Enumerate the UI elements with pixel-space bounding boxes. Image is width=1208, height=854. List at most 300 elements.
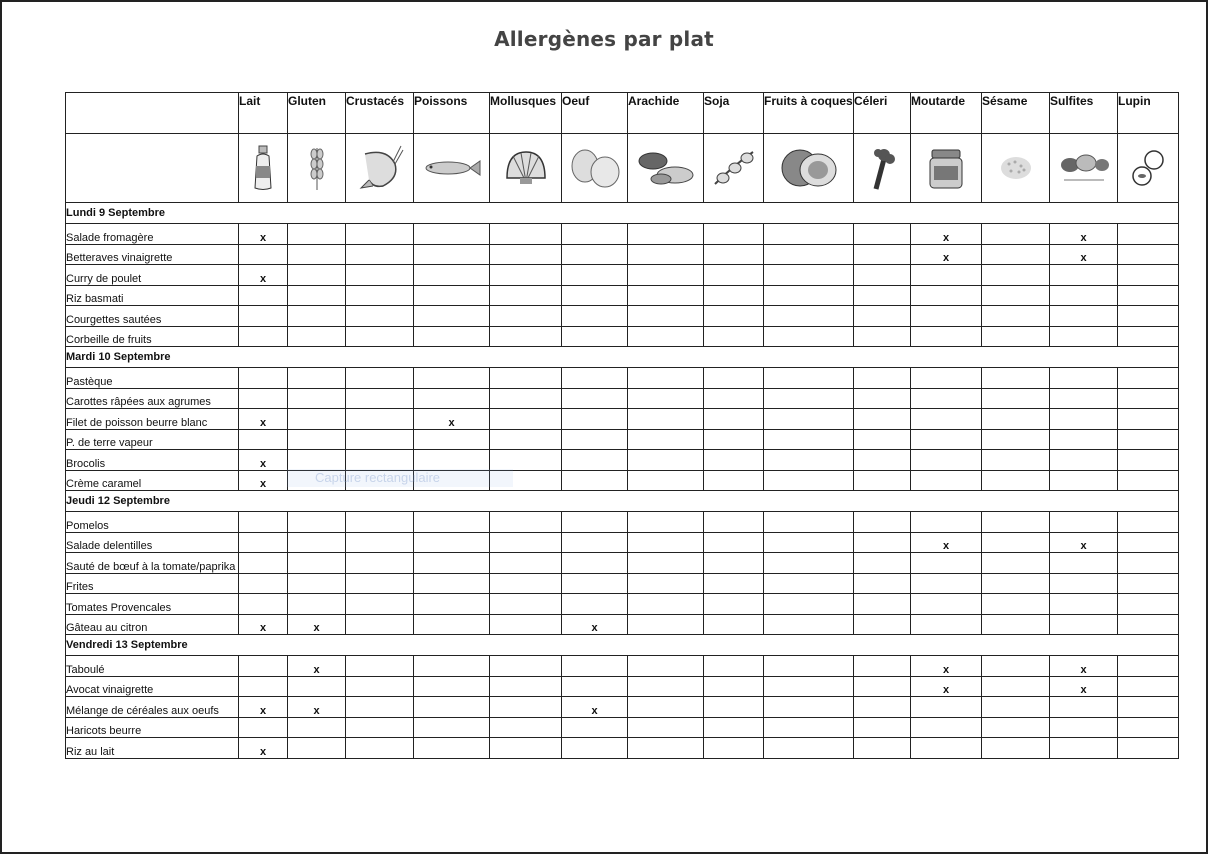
allergen-cell-empty	[562, 717, 628, 738]
allergen-cell-empty	[764, 368, 854, 389]
allergen-mark: x	[239, 224, 288, 245]
allergen-cell-empty	[346, 388, 414, 409]
allergen-cell-empty	[239, 368, 288, 389]
allergen-cell-empty	[854, 368, 911, 389]
allergen-cell-empty	[1118, 614, 1179, 635]
dish-row	[66, 244, 1179, 265]
allergen-cell-empty	[982, 265, 1050, 286]
allergen-cell-empty	[562, 306, 628, 327]
allergen-cell-empty	[562, 532, 628, 553]
allergen-cell-empty	[288, 512, 346, 533]
allergen-mark: x	[911, 244, 982, 265]
allergen-cell-empty	[911, 306, 982, 327]
allergen-cell-empty	[414, 717, 490, 738]
dish-row	[66, 368, 1179, 389]
allergen-cell-empty	[1050, 594, 1118, 615]
dish-row	[66, 573, 1179, 594]
allergen-cell-empty	[911, 614, 982, 635]
allergen-cell-empty	[346, 512, 414, 533]
allergen-cell-empty	[704, 717, 764, 738]
allergen-cell-empty	[854, 285, 911, 306]
day-header-row	[66, 635, 1179, 656]
allergen-cell-empty	[562, 553, 628, 574]
allergen-cell-empty	[562, 326, 628, 347]
allergen-cell-empty	[288, 388, 346, 409]
dish-name: Crème caramel	[66, 470, 239, 491]
allergen-header: Crustacés	[346, 93, 414, 134]
allergen-cell-empty	[628, 224, 704, 245]
dish-row	[66, 388, 1179, 409]
allergen-cell-empty	[414, 368, 490, 389]
allergen-cell-empty	[1050, 450, 1118, 471]
allergen-cell-empty	[346, 265, 414, 286]
allergen-cell-empty	[1118, 306, 1179, 327]
allergen-cell-empty	[562, 224, 628, 245]
allergen-cell-empty	[414, 676, 490, 697]
allergen-cell-empty	[562, 573, 628, 594]
allergen-cell-empty	[854, 614, 911, 635]
allergen-cell-empty	[288, 224, 346, 245]
allergen-cell-empty	[288, 594, 346, 615]
allergen-cell-empty	[764, 697, 854, 718]
sesame-icon	[999, 159, 1033, 176]
allergen-cell-empty	[982, 553, 1050, 574]
fish-icon	[422, 159, 482, 176]
allergen-cell-empty	[1118, 738, 1179, 759]
allergen-cell-empty	[764, 470, 854, 491]
allergen-header-row	[66, 93, 1179, 134]
allergen-cell-empty	[982, 450, 1050, 471]
allergen-cell-empty	[628, 676, 704, 697]
allergen-cell-empty	[346, 656, 414, 677]
allergen-cell-empty	[1118, 244, 1179, 265]
allergen-cell-empty	[854, 224, 911, 245]
allergen-cell-empty	[1050, 470, 1118, 491]
allergen-cell-empty	[628, 512, 704, 533]
allergen-cell-empty	[562, 676, 628, 697]
allergen-cell-empty	[239, 306, 288, 327]
allergen-cell-empty	[239, 553, 288, 574]
allergen-cell-empty	[764, 553, 854, 574]
allergen-cell-empty	[490, 594, 562, 615]
allergen-icon-cell	[854, 134, 911, 203]
allergen-cell-empty	[346, 368, 414, 389]
dish-column-header	[66, 93, 239, 134]
allergen-cell-empty	[854, 553, 911, 574]
allergen-cell-empty	[1118, 470, 1179, 491]
dish-row	[66, 532, 1179, 553]
allergen-cell-empty	[346, 306, 414, 327]
allergen-cell-empty	[854, 429, 911, 450]
allergen-cell-empty	[490, 573, 562, 594]
dish-name: Corbeille de fruits	[66, 326, 239, 347]
allergen-cell-empty	[982, 388, 1050, 409]
allergen-cell-empty	[562, 285, 628, 306]
dish-name: Betteraves vinaigrette	[66, 244, 239, 265]
allergen-cell-empty	[704, 244, 764, 265]
allergen-cell-empty	[982, 285, 1050, 306]
allergen-cell-empty	[490, 285, 562, 306]
allergen-cell-empty	[346, 285, 414, 306]
allergen-cell-empty	[490, 326, 562, 347]
allergen-cell-empty	[288, 532, 346, 553]
dish-name: Salade delentilles	[66, 532, 239, 553]
allergen-cell-empty	[414, 697, 490, 718]
dish-name: Sauté de bœuf à la tomate/paprika	[66, 553, 239, 574]
dish-name: Gâteau au citron	[66, 614, 239, 635]
allergen-cell-empty	[1050, 285, 1118, 306]
allergen-cell-empty	[982, 532, 1050, 553]
allergen-cell-empty	[911, 409, 982, 430]
allergen-cell-empty	[704, 306, 764, 327]
allergen-cell-empty	[490, 553, 562, 574]
dish-row	[66, 326, 1179, 347]
allergen-cell-empty	[562, 512, 628, 533]
allergen-icon-cell	[414, 134, 490, 203]
allergen-cell-empty	[1118, 429, 1179, 450]
allergen-cell-empty	[628, 614, 704, 635]
allergen-mark: x	[911, 676, 982, 697]
allergen-cell-empty	[704, 656, 764, 677]
dish-row	[66, 470, 1179, 491]
allergen-cell-empty	[854, 697, 911, 718]
allergen-cell-empty	[854, 717, 911, 738]
allergen-cell-empty	[1118, 573, 1179, 594]
allergen-header: Lupin	[1118, 93, 1179, 134]
allergen-cell-empty	[239, 326, 288, 347]
allergen-cell-empty	[414, 738, 490, 759]
allergen-cell-empty	[239, 512, 288, 533]
allergen-cell-empty	[490, 306, 562, 327]
dish-row	[66, 553, 1179, 574]
allergen-cell-empty	[490, 265, 562, 286]
allergen-cell-empty	[414, 614, 490, 635]
dish-row	[66, 697, 1179, 718]
allergen-cell-empty	[490, 532, 562, 553]
allergen-header: Fruits à coques	[764, 93, 854, 134]
allergen-cell-empty	[490, 368, 562, 389]
dish-name: Courgettes sautées	[66, 306, 239, 327]
allergen-cell-empty	[854, 409, 911, 430]
day-label: Lundi 9 Septembre	[66, 203, 1179, 224]
allergen-cell-empty	[346, 594, 414, 615]
allergen-cell-empty	[911, 573, 982, 594]
wheat-icon	[307, 159, 327, 176]
allergen-cell-empty	[628, 244, 704, 265]
dish-row	[66, 656, 1179, 677]
allergen-cell-empty	[414, 512, 490, 533]
lupin-icon	[1128, 159, 1168, 176]
allergen-cell-empty	[764, 388, 854, 409]
allergen-cell-empty	[562, 409, 628, 430]
dish-name: Haricots beurre	[66, 717, 239, 738]
allergen-cell-empty	[982, 429, 1050, 450]
allergen-cell-empty	[288, 738, 346, 759]
allergen-cell-empty	[490, 409, 562, 430]
allergen-cell-empty	[704, 224, 764, 245]
day-label: Vendredi 13 Septembre	[66, 635, 1179, 656]
allergen-mark: x	[239, 409, 288, 430]
allergen-cell-empty	[414, 594, 490, 615]
allergen-cell-empty	[288, 306, 346, 327]
allergen-cell-empty	[239, 676, 288, 697]
allergen-icon-cell	[490, 134, 562, 203]
allergen-mark: x	[288, 697, 346, 718]
allergen-cell-empty	[911, 265, 982, 286]
dish-row	[66, 450, 1179, 471]
allergen-cell-empty	[764, 676, 854, 697]
allergen-cell-empty	[911, 388, 982, 409]
allergen-cell-empty	[562, 450, 628, 471]
allergen-cell-empty	[982, 676, 1050, 697]
allergen-cell-empty	[490, 388, 562, 409]
allergen-cell-empty	[414, 450, 490, 471]
day-header-row	[66, 203, 1179, 224]
allergen-cell-empty	[1118, 388, 1179, 409]
allergen-cell-empty	[628, 285, 704, 306]
allergen-cell-empty	[288, 326, 346, 347]
allergen-cell-empty	[764, 450, 854, 471]
allergen-cell-empty	[346, 676, 414, 697]
allergen-cell-empty	[764, 594, 854, 615]
allergen-cell-empty	[239, 532, 288, 553]
allergen-cell-empty	[628, 306, 704, 327]
allergen-icon-cell	[1050, 134, 1118, 203]
allergen-cell-empty	[490, 429, 562, 450]
allergen-cell-empty	[490, 697, 562, 718]
allergen-header: Arachide	[628, 93, 704, 134]
allergen-cell-empty	[982, 594, 1050, 615]
allergen-cell-empty	[854, 532, 911, 553]
dish-name: Pomelos	[66, 512, 239, 533]
allergen-cell-empty	[346, 717, 414, 738]
allergen-cell-empty	[346, 450, 414, 471]
allergen-cell-empty	[628, 532, 704, 553]
dish-name: Taboulé	[66, 656, 239, 677]
dish-row	[66, 265, 1179, 286]
allergen-cell-empty	[628, 368, 704, 389]
dish-row	[66, 429, 1179, 450]
allergen-cell-empty	[1118, 697, 1179, 718]
allergen-cell-empty	[704, 470, 764, 491]
dish-row	[66, 306, 1179, 327]
allergen-table	[65, 92, 1179, 759]
allergen-icon-cell	[982, 134, 1050, 203]
allergen-mark: x	[239, 265, 288, 286]
allergen-cell-empty	[982, 656, 1050, 677]
allergen-cell-empty	[414, 285, 490, 306]
allergen-cell-empty	[982, 306, 1050, 327]
allergen-cell-empty	[704, 368, 764, 389]
allergen-cell-empty	[704, 512, 764, 533]
allergen-cell-empty	[239, 285, 288, 306]
allergen-cell-empty	[490, 244, 562, 265]
allergen-cell-empty	[628, 409, 704, 430]
allergen-cell-empty	[911, 717, 982, 738]
allergen-cell-empty	[704, 553, 764, 574]
allergen-cell-empty	[854, 306, 911, 327]
allergen-cell-empty	[628, 573, 704, 594]
allergen-cell-empty	[346, 244, 414, 265]
allergen-cell-empty	[414, 429, 490, 450]
allergen-icon-cell	[1118, 134, 1179, 203]
allergen-cell-empty	[628, 717, 704, 738]
allergen-cell-empty	[982, 512, 1050, 533]
allergen-cell-empty	[414, 326, 490, 347]
mustard-jar-icon	[926, 159, 966, 176]
page-title: Allergènes par plat	[494, 27, 714, 51]
allergen-cell-empty	[414, 573, 490, 594]
egg-icon	[567, 159, 623, 176]
allergen-cell-empty	[854, 512, 911, 533]
allergen-cell-empty	[562, 429, 628, 450]
shrimp-icon	[355, 159, 405, 176]
dish-name: Filet de poisson beurre blanc	[66, 409, 239, 430]
allergen-cell-empty	[764, 656, 854, 677]
allergen-mark: x	[239, 450, 288, 471]
allergen-icon-cell	[911, 134, 982, 203]
allergen-cell-empty	[288, 409, 346, 430]
allergen-cell-empty	[288, 285, 346, 306]
allergen-cell-empty	[288, 244, 346, 265]
allergen-cell-empty	[911, 429, 982, 450]
allergen-cell-empty	[982, 224, 1050, 245]
dish-name: Frites	[66, 573, 239, 594]
allergen-cell-empty	[704, 326, 764, 347]
allergen-cell-empty	[704, 450, 764, 471]
allergen-mark: x	[911, 656, 982, 677]
dish-name: P. de terre vapeur	[66, 429, 239, 450]
allergen-cell-empty	[1050, 265, 1118, 286]
allergen-icon-cell	[562, 134, 628, 203]
allergen-cell-empty	[982, 368, 1050, 389]
allergen-cell-empty	[982, 717, 1050, 738]
allergen-mark: x	[562, 614, 628, 635]
allergen-cell-empty	[490, 717, 562, 738]
peanut-icon	[635, 159, 697, 176]
allergen-cell-empty	[704, 594, 764, 615]
allergen-cell-empty	[854, 326, 911, 347]
allergen-cell-empty	[982, 409, 1050, 430]
allergen-cell-empty	[490, 676, 562, 697]
allergen-cell-empty	[982, 470, 1050, 491]
allergen-cell-empty	[704, 676, 764, 697]
allergen-cell-empty	[490, 224, 562, 245]
allergen-cell-empty	[911, 512, 982, 533]
allergen-header: Lait	[239, 93, 288, 134]
allergen-cell-empty	[414, 306, 490, 327]
allergen-cell-empty	[490, 450, 562, 471]
allergen-cell-empty	[1118, 512, 1179, 533]
allergen-cell-empty	[239, 656, 288, 677]
allergen-cell-empty	[490, 656, 562, 677]
dish-name: Tomates Provencales	[66, 594, 239, 615]
allergen-cell-empty	[911, 285, 982, 306]
dish-row	[66, 594, 1179, 615]
allergen-cell-empty	[854, 676, 911, 697]
dish-name: Mélange de céréales aux oeufs	[66, 697, 239, 718]
allergen-cell-empty	[764, 738, 854, 759]
dish-name: Carottes râpées aux agrumes	[66, 388, 239, 409]
allergen-cell-empty	[1118, 409, 1179, 430]
allergen-cell-empty	[764, 306, 854, 327]
allergen-cell-empty	[562, 470, 628, 491]
allergen-cell-empty	[414, 656, 490, 677]
sulfites-icon	[1058, 159, 1110, 176]
allergen-cell-empty	[764, 429, 854, 450]
allergen-cell-empty	[562, 738, 628, 759]
allergen-icon-cell	[288, 134, 346, 203]
allergen-mark: x	[911, 532, 982, 553]
dish-row	[66, 614, 1179, 635]
allergen-cell-empty	[346, 738, 414, 759]
allergen-cell-empty	[288, 429, 346, 450]
allergen-mark: x	[1050, 244, 1118, 265]
allergen-cell-empty	[490, 512, 562, 533]
allergen-cell-empty	[704, 614, 764, 635]
allergen-cell-empty	[346, 326, 414, 347]
allergen-cell-empty	[628, 470, 704, 491]
shell-icon	[503, 159, 549, 176]
allergen-icon-cell	[628, 134, 704, 203]
allergen-cell-empty	[1050, 697, 1118, 718]
allergen-cell-empty	[854, 738, 911, 759]
allergen-header: Sulfites	[1050, 93, 1118, 134]
soy-icon	[709, 159, 759, 176]
allergen-cell-empty	[288, 573, 346, 594]
allergen-cell-empty	[239, 573, 288, 594]
dish-row	[66, 512, 1179, 533]
allergen-header: Moutarde	[911, 93, 982, 134]
allergen-cell-empty	[288, 553, 346, 574]
allergen-cell-empty	[764, 244, 854, 265]
allergen-cell-empty	[1118, 285, 1179, 306]
allergen-cell-empty	[911, 738, 982, 759]
dish-row	[66, 409, 1179, 430]
nut-icon	[778, 159, 840, 176]
allergen-cell-empty	[1118, 224, 1179, 245]
allergen-header: Poissons	[414, 93, 490, 134]
allergen-mark: x	[239, 614, 288, 635]
allergen-cell-empty	[1118, 676, 1179, 697]
allergen-cell-empty	[764, 717, 854, 738]
allergen-cell-empty	[1050, 409, 1118, 430]
allergen-cell-empty	[628, 656, 704, 677]
dish-row	[66, 224, 1179, 245]
allergen-mark: x	[239, 738, 288, 759]
allergen-cell-empty	[628, 450, 704, 471]
allergen-cell-empty	[414, 265, 490, 286]
allergen-cell-empty	[982, 614, 1050, 635]
allergen-cell-empty	[764, 614, 854, 635]
milk-bottle-icon	[251, 159, 275, 176]
allergen-cell-empty	[628, 594, 704, 615]
allergen-mark: x	[562, 697, 628, 718]
dish-row	[66, 285, 1179, 306]
allergen-cell-empty	[704, 573, 764, 594]
allergen-cell-empty	[562, 368, 628, 389]
allergen-cell-empty	[346, 409, 414, 430]
allergen-mark: x	[288, 656, 346, 677]
allergen-cell-empty	[911, 697, 982, 718]
allergen-cell-empty	[911, 470, 982, 491]
allergen-cell-empty	[239, 388, 288, 409]
allergen-cell-empty	[1118, 717, 1179, 738]
allergen-cell-empty	[414, 532, 490, 553]
allergen-cell-empty	[562, 594, 628, 615]
allergen-cell-empty	[1050, 738, 1118, 759]
allergen-cell-empty	[346, 553, 414, 574]
